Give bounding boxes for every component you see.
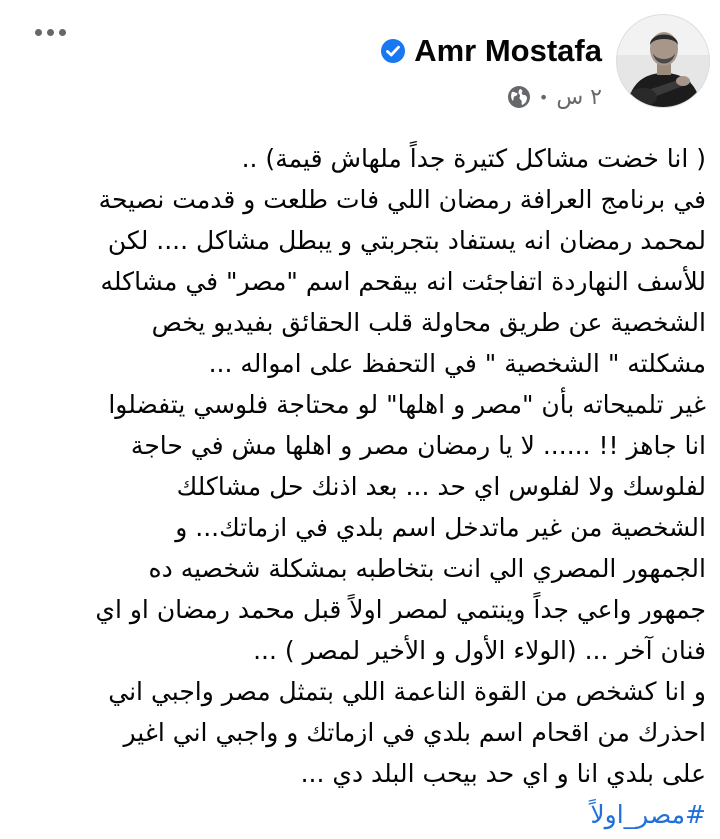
ellipsis-icon-dot [47,29,54,36]
more-options-button[interactable] [28,18,72,46]
post-header [0,0,720,130]
post-text-line: في برنامج العرافة رمضان اللي فات طلعت و قدمت نصيحة [98,185,706,214]
post-text-line: مشكلته " الشخصية " في التحفظ على امواله ... [208,349,706,378]
post-text-line: فنان آخر ... (الولاء الأول و الأخير لمصر ) ... [253,636,706,665]
post-text-line: جمهور واعي جداً وينتمي لمصر اولاً قبل محمد رمضان او اي [95,595,706,624]
meta-separator: • [538,87,549,107]
post-text-line: للأسف النهاردة اتفاجئت انه بيقحم اسم "مصر" في مشاكله [100,267,706,296]
post-text-line: الجمهور المصري الي انت بتخاطبه بمشكلة شخصيه ده [148,554,706,583]
author-avatar[interactable] [616,14,710,108]
author-row [380,28,602,74]
ellipsis-icon-dot [59,29,66,36]
post-text-line: ( انا خضت مشاكل كتيرة جداً ملهاش قيمة) .. [241,144,706,173]
post-text-line: الشخصية من غير ماتدخل اسم بلدي في ازماتك... و [175,513,706,542]
post-timestamp[interactable]: ٢ س [556,84,602,110]
post-text-line: احذرك من اقحام اسم بلدي في ازماتك و واجبي اني اغير [123,718,706,747]
post-meta [507,80,602,114]
ellipsis-icon-dot [35,29,42,36]
globe-icon[interactable] [507,85,531,109]
post-body [14,138,706,835]
hashtag-line [14,794,706,835]
author-name[interactable]: Amr Mostafa [414,33,602,68]
hashtag-link[interactable]: #مصر_اولاً [590,800,706,829]
post-text-line: و انا كشخص من القوة الناعمة اللي بتمثل مصر واجبي اني [108,677,706,706]
post-text-line: لمحمد رمضان انه يستفاد بتجربتي و يبطل مشاكل .... لكن [107,226,706,255]
post-text-line: الشخصية عن طريق محاولة قلب الحقائق بفيديو يخص [151,308,706,337]
profile-photo-avatar-icon [617,15,710,108]
verified-badge-icon [380,38,406,64]
post-text-line: غير تلميحاته بأن "مصر و اهلها" لو محتاجة فلوسي يتفضلوا [108,390,706,419]
post-text-line: على بلدي انا و اي حد بيحب البلد دي ... [300,759,706,788]
post-text-line: انا جاهز !! ...... لا يا رمضان مصر و اهلها مش في حاجة [130,431,706,460]
post-text-line: لفلوسك ولا لفلوس اي حد ... بعد اذنك حل مشاكلك [176,472,706,501]
